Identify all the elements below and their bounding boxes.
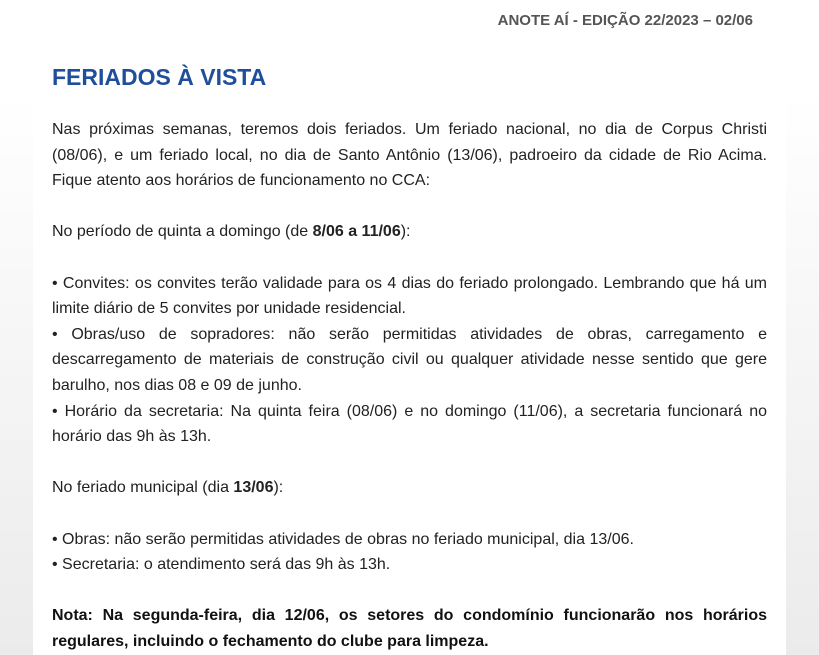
list-item-works: • Obras: não serão permitidas atividades de obras no feriado municipal, dia 13/06. <box>52 530 634 548</box>
lead-text: No feriado municipal (dia <box>52 479 234 497</box>
section-lead-municipal-holiday <box>52 475 767 501</box>
article-body <box>52 117 767 654</box>
lead-date: 13/06 <box>233 479 274 497</box>
spacer <box>52 450 767 476</box>
spacer <box>52 578 767 604</box>
lead-date-range: 8/06 a 11/06 <box>312 223 401 241</box>
edition-header: ANOTE AÍ - EDIÇÃO 22/2023 – 02/06 <box>497 12 753 29</box>
intro-paragraph: Nas próximas semanas, teremos dois feriados. Um feriado nacional, no dia de Corpus Christi (08/06), e um feriado local, no dia de Santo Antônio (13/06), padroeiro da cidade de Rio Acima. Fique atento aos horários de funcionamento no CCA: <box>52 121 767 190</box>
section-lead-holiday-weekend <box>52 219 767 245</box>
lead-text-end: ): <box>273 479 284 497</box>
spacer <box>52 501 767 527</box>
list-item-invites: • Convites: os convites terão validade para os 4 dias do feriado prolongado. Lembrando que há um limite diário de 5 convites por unidade residencial. <box>52 274 767 318</box>
list-item-office: • Secretaria: o atendimento será das 9h às 13h. <box>52 556 391 574</box>
lead-text-end: ): <box>400 223 411 241</box>
list-item-construction: • Obras/uso de sopradores: não serão permitidas atividades de obras, carregamento e descarregamento de materiais de construção civil ou qualquer atividade nesse sentido que gere barulho, nos dias 08 e 09 de junho. <box>52 325 767 394</box>
note-paragraph: Nota: Na segunda-feira, dia 12/06, os setores do condomínio funcionarão nos horários regulares, incluindo o fechamento do clube para limpeza. <box>52 607 767 650</box>
lead-text: No período de quinta a domingo (de <box>52 223 313 241</box>
list-item-office-hours: • Horário da secretaria: Na quinta feira (08/06) e no domingo (11/06), a secretaria funcionará no horário das 9h às 13h. <box>52 402 767 446</box>
spacer <box>52 194 767 220</box>
spacer <box>52 245 767 271</box>
page-title: FERIADOS À VISTA <box>52 64 267 90</box>
